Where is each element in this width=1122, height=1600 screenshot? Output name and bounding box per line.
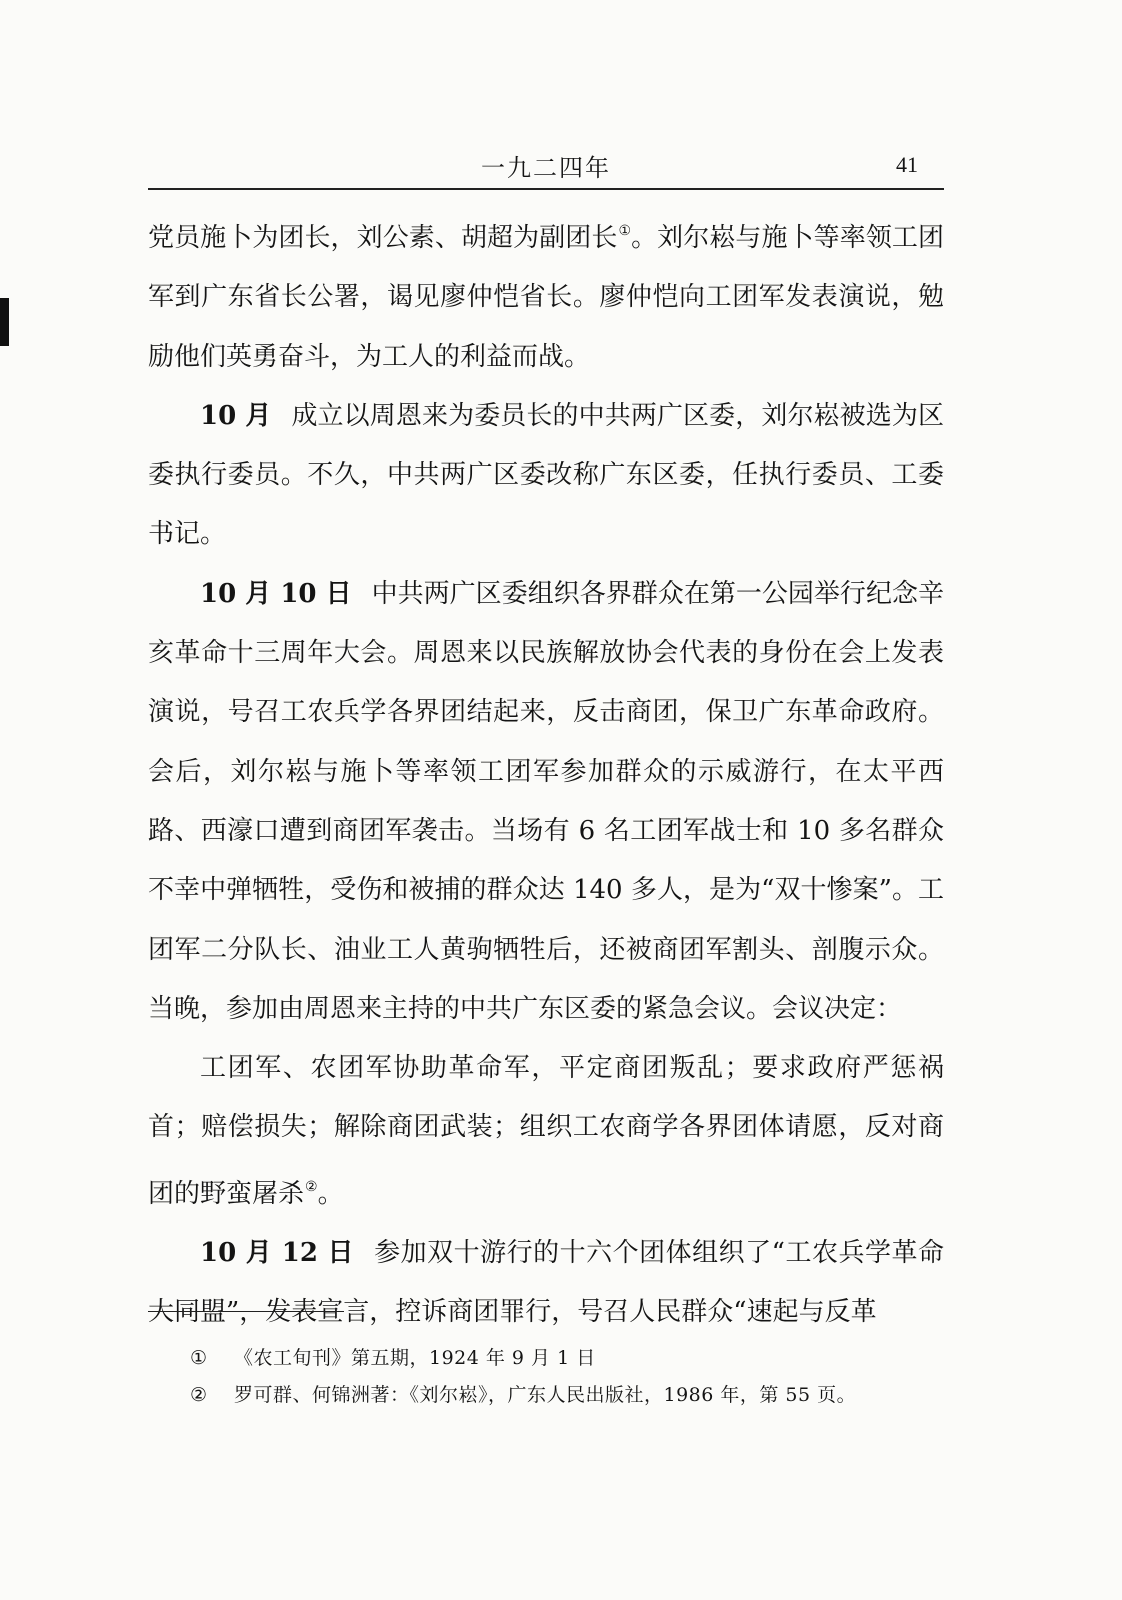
footnote-marker: ①: [190, 1347, 208, 1369]
footnote: [190, 1340, 950, 1377]
paragraph: [148, 565, 944, 1039]
paragraph-text-tail: 。刘尔崧与施卜等率领工团军到广东省长公署，谒见廖仲恺省长。廖仲恺向工团军发表演说，勉励他们英勇奋斗，为工人的利益而战。: [148, 223, 944, 372]
paragraph-text: 参加双十游行的十六个团体组织了“工农兵学革命大同盟”，发表宣言，控诉商团罪行，号召人民群众“速起与反革: [148, 1238, 944, 1328]
footnotes: [190, 1340, 950, 1414]
entry-date: 10 月 12 日: [200, 1238, 355, 1269]
entry-date: 10 月: [200, 400, 272, 431]
body-text: [148, 202, 944, 1343]
page-number: 41: [896, 152, 918, 177]
footnote: [190, 1377, 950, 1414]
scan-margin-mark: [0, 298, 9, 346]
footnote-text: 罗可群、何锦洲著：《刘尔崧》，广东人民出版社，1986 年，第 55 页。: [234, 1384, 857, 1406]
footnote-marker: ②: [190, 1384, 208, 1406]
paragraph: [148, 202, 944, 387]
running-header: [148, 148, 944, 190]
paragraph-text-tail: 。: [317, 1178, 344, 1209]
paragraph: [148, 387, 944, 565]
entry-date: 10 月 10 日: [200, 578, 352, 609]
footnote-divider: [148, 1311, 344, 1312]
paragraph-text: 党员施卜为团长，刘公素、胡超为副团长: [148, 223, 618, 253]
footnote-reference: ①: [618, 223, 632, 239]
paragraph-text: 成立以周恩来为委员长的中共两广区委，刘尔崧被选为区委执行委员。不久，中共两广区委改称广东区委，任执行委员、工委书记。: [148, 400, 944, 550]
paragraph: [148, 1039, 944, 1224]
running-title: 一九二四年: [481, 154, 611, 182]
paragraph-text: 中共两广区委组织各界群众在第一公园举行纪念辛亥革命十三周年大会。周恩来以民族解放协会代表的身份在会上发表演说，号召工农兵学各界团结起来，反击商团，保卫广东革命政府。会后，刘尔崧与施卜等率领工团军参加群众的示威游行，在太平西路、西濠口遭到商团军袭击。当场有 6 名工团军战士和 10 多名群众不幸中弹牺牲，受伤和被捕的群众达 140 多人，是为“双十惨案”。工团军二分队长、油业工人黄驹牺牲后，还被商团军割头、剖腹示众。当晚，参加由周恩来主持的中共广东区委的紧急会议。会议决定：: [148, 578, 944, 1024]
paragraph-text: 工团军、农团军协助革命军，平定商团叛乱；要求政府严惩祸首；赔偿损失；解除商团武装；组织工农商学各界团体请愿，反对商团的野蛮屠杀: [148, 1053, 944, 1209]
footnote-reference: ②: [305, 1178, 318, 1195]
footnote-text: 《农工旬刊》第五期，1924 年 9 月 1 日: [234, 1347, 596, 1369]
paragraph: [148, 1224, 944, 1343]
